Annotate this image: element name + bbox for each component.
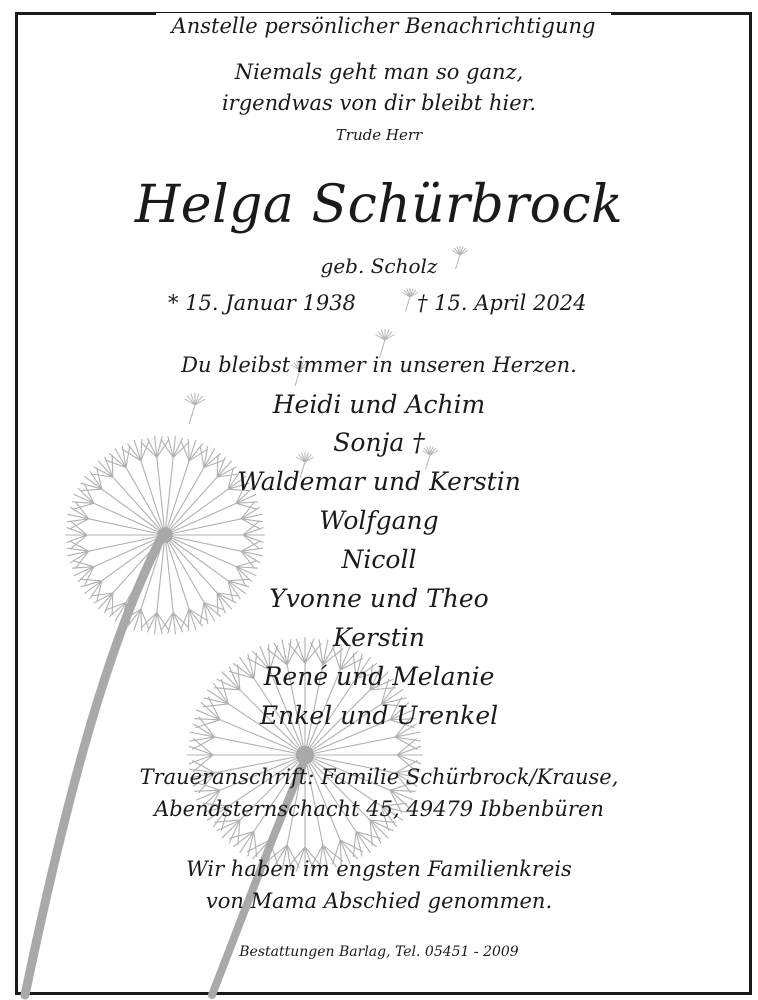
deceased-name: Helga Schürbrock bbox=[134, 175, 624, 235]
maiden-name: geb. Scholz bbox=[320, 254, 438, 278]
mourner-name: Waldemar und Kerstin bbox=[237, 467, 521, 496]
quote-author: Trude Herr bbox=[335, 126, 423, 144]
birth-date: * 15. Januar 1938 bbox=[168, 291, 356, 315]
mourner-name: René und Melanie bbox=[263, 662, 495, 691]
quote-line: Niemals geht man so ganz, bbox=[234, 60, 524, 84]
life-dates bbox=[0, 291, 758, 319]
death-date: † 15. April 2024 bbox=[417, 291, 587, 315]
closing-line: von Mama Abschied genommen. bbox=[205, 889, 553, 913]
mourner-name: Nicoll bbox=[341, 545, 417, 574]
notice-frame bbox=[15, 12, 752, 995]
address-line: Abendsternschacht 45, 49479 Ibbenbüren bbox=[154, 797, 604, 821]
notice-header: Anstelle persönlicher Benachrichtigung bbox=[156, 13, 612, 39]
quote-line: irgendwas von dir bleibt hier. bbox=[221, 91, 537, 115]
intro-text: Du bleibst immer in unseren Herzen. bbox=[181, 353, 577, 377]
funeral-home: Bestattungen Barlag, Tel. 05451 - 2009 bbox=[239, 944, 519, 960]
mourner-name: Heidi und Achim bbox=[272, 390, 486, 419]
mourner-name: Wolfgang bbox=[319, 506, 439, 535]
address-line: Traueranschrift: Familie Schürbrock/Krause, bbox=[139, 765, 619, 789]
mourner-name: Kerstin bbox=[333, 623, 425, 652]
mourner-name: Enkel und Urenkel bbox=[259, 701, 499, 730]
mourner-name: Sonja † bbox=[333, 428, 425, 457]
mourner-name: Yvonne und Theo bbox=[269, 584, 489, 613]
closing-line: Wir haben im engsten Familienkreis bbox=[186, 857, 572, 881]
